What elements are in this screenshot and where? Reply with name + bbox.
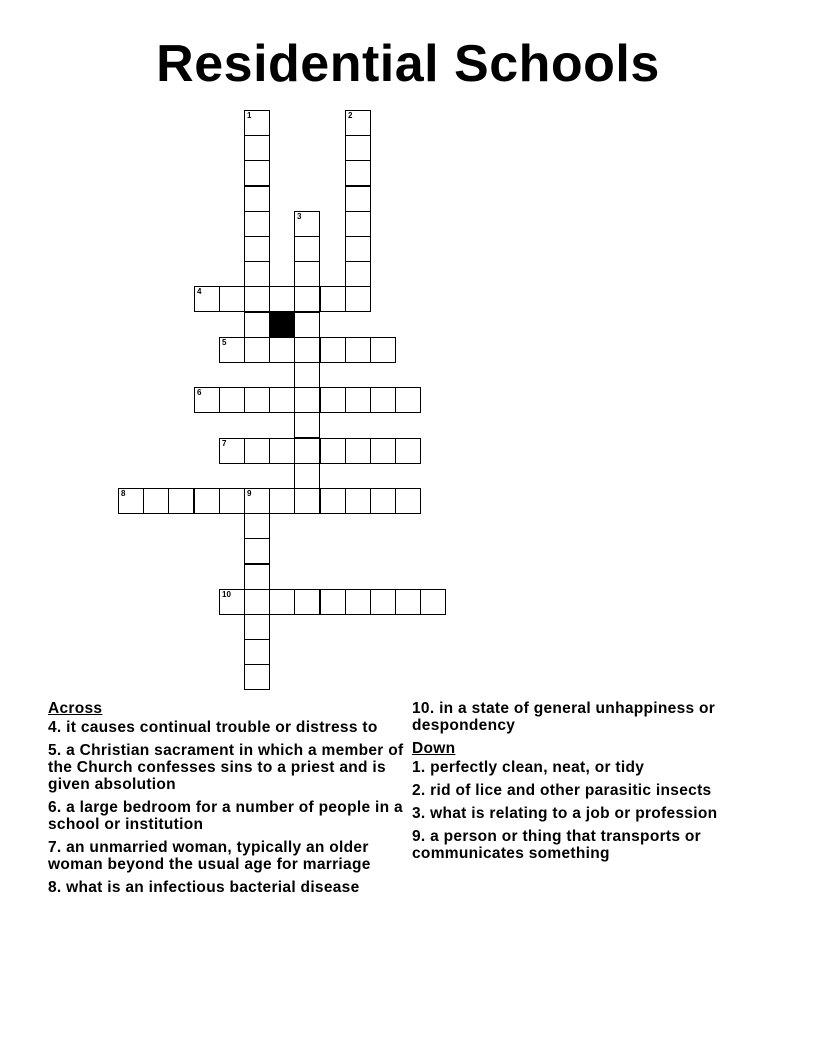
grid-cell[interactable]: [244, 337, 270, 363]
grid-cell[interactable]: [294, 211, 320, 237]
grid-cell[interactable]: [345, 110, 371, 136]
grid-cell[interactable]: [294, 286, 320, 312]
cell-number: 5: [222, 338, 227, 347]
grid-cell[interactable]: [345, 387, 371, 413]
clue-number: 7.: [48, 839, 62, 856]
grid-cell[interactable]: [194, 488, 220, 514]
cell-number: 6: [197, 388, 202, 397]
clue-text: rid of lice and other parasitic insects: [430, 782, 712, 799]
grid-cell[interactable]: [244, 664, 270, 690]
grid-cell[interactable]: [345, 438, 371, 464]
cell-number: 3: [297, 212, 302, 221]
clue-text: what is an infectious bacterial disease: [66, 879, 360, 896]
grid-cell[interactable]: [294, 463, 320, 489]
clue-across-8: [48, 879, 413, 896]
clues-column-right: [412, 700, 782, 868]
clue-number: 8.: [48, 879, 62, 896]
clue-text: an unmarried woman, typically an older woman beyond the usual age for marriage: [48, 839, 371, 873]
black-square: [269, 312, 295, 338]
clue-number: 2.: [412, 782, 426, 799]
clue-text: it causes continual trouble or distress to: [66, 719, 378, 736]
clue-number: 5.: [48, 742, 62, 759]
grid-cell[interactable]: [345, 488, 371, 514]
clue-number: 3.: [412, 805, 426, 822]
grid-cell[interactable]: [219, 337, 245, 363]
cell-number: 9: [247, 489, 252, 498]
clue-number: 1.: [412, 759, 426, 776]
clue-text: a large bedroom for a number of people in a school or institution: [48, 799, 403, 833]
grid-cell[interactable]: [219, 387, 245, 413]
grid-cell[interactable]: [244, 160, 270, 186]
clue-number: 4.: [48, 719, 62, 736]
grid-cell[interactable]: [244, 387, 270, 413]
grid-cell[interactable]: [219, 589, 245, 615]
clue-text: a person or thing that transports or communicates something: [412, 828, 702, 862]
grid-cell[interactable]: [143, 488, 169, 514]
grid-cell[interactable]: [370, 438, 396, 464]
clue-text: what is relating to a job or profession: [430, 805, 718, 822]
grid-cell[interactable]: [294, 488, 320, 514]
grid-cell[interactable]: [168, 488, 194, 514]
clues-column-left: [48, 700, 413, 902]
grid-cell[interactable]: [345, 589, 371, 615]
grid-cell[interactable]: [395, 387, 421, 413]
grid-cell[interactable]: [345, 261, 371, 287]
clue-down-2: [412, 782, 782, 799]
clue-down-1: [412, 759, 782, 776]
grid-cell[interactable]: [269, 286, 295, 312]
clue-number: 9.: [412, 828, 426, 845]
clue-number: 6.: [48, 799, 62, 816]
grid-cell[interactable]: [118, 488, 144, 514]
clue-text: a Christian sacrament in which a member of the Church confesses sins to a priest and is given absolution: [48, 742, 404, 793]
cell-number: 1: [247, 111, 252, 120]
grid-cell[interactable]: [219, 286, 245, 312]
grid-cell[interactable]: [244, 513, 270, 539]
grid-cell[interactable]: [244, 564, 270, 590]
cell-number: 8: [121, 489, 126, 498]
grid-cell[interactable]: [244, 538, 270, 564]
grid-cell[interactable]: [244, 186, 270, 212]
clue-down-3: [412, 805, 782, 822]
grid-cell[interactable]: [345, 211, 371, 237]
clue-across-4: [48, 719, 413, 736]
clue-number: 10.: [412, 700, 435, 717]
grid-cell[interactable]: [269, 488, 295, 514]
grid-cell[interactable]: [294, 261, 320, 287]
grid-cell[interactable]: [395, 438, 421, 464]
grid-cell[interactable]: [320, 286, 346, 312]
grid-cell[interactable]: [244, 438, 270, 464]
grid-cell[interactable]: [294, 387, 320, 413]
grid-cell[interactable]: [244, 211, 270, 237]
grid-cell[interactable]: [345, 135, 371, 161]
grid-cell[interactable]: [320, 589, 346, 615]
grid-cell[interactable]: [244, 135, 270, 161]
page-title: Residential Schools: [156, 35, 660, 93]
grid-cell[interactable]: [370, 337, 396, 363]
grid-cell[interactable]: [370, 387, 396, 413]
down-heading: Down: [412, 740, 456, 757]
grid-cell[interactable]: [194, 387, 220, 413]
grid-cell[interactable]: [395, 488, 421, 514]
grid-cell[interactable]: [244, 488, 270, 514]
grid-cell[interactable]: [320, 438, 346, 464]
grid-cell[interactable]: [294, 589, 320, 615]
grid-cell[interactable]: [420, 589, 446, 615]
grid-cell[interactable]: [294, 236, 320, 262]
clue-across-10: [412, 700, 782, 734]
grid-cell[interactable]: [294, 312, 320, 338]
cell-number: 2: [348, 111, 353, 120]
cell-number: 10: [222, 590, 231, 599]
grid-cell[interactable]: [294, 362, 320, 388]
grid-cell[interactable]: [345, 337, 371, 363]
grid-cell[interactable]: [194, 286, 220, 312]
across-heading: Across: [48, 700, 103, 717]
grid-cell[interactable]: [219, 438, 245, 464]
grid-cell[interactable]: [244, 589, 270, 615]
cell-number: 7: [222, 439, 227, 448]
grid-cell[interactable]: [244, 286, 270, 312]
grid-cell[interactable]: [294, 337, 320, 363]
grid-cell[interactable]: [244, 312, 270, 338]
grid-cell[interactable]: [345, 236, 371, 262]
clue-across-7: [48, 839, 413, 873]
grid-cell[interactable]: [395, 589, 421, 615]
clue-across-5: [48, 742, 413, 793]
clue-down-9: [412, 828, 782, 862]
grid-cell[interactable]: [244, 261, 270, 287]
clue-across-6: [48, 799, 413, 833]
grid-cell[interactable]: [370, 488, 396, 514]
grid-cell[interactable]: [244, 110, 270, 136]
cell-number: 4: [197, 287, 202, 296]
grid-cell[interactable]: [244, 639, 270, 665]
grid-cell[interactable]: [269, 438, 295, 464]
clue-text: perfectly clean, neat, or tidy: [430, 759, 645, 776]
grid-cell[interactable]: [244, 236, 270, 262]
grid-cell[interactable]: [345, 160, 371, 186]
grid-cell[interactable]: [269, 589, 295, 615]
clue-text: in a state of general unhappiness or despondency: [412, 700, 716, 734]
grid-cell[interactable]: [320, 488, 346, 514]
grid-cell[interactable]: [219, 488, 245, 514]
grid-cell[interactable]: [269, 337, 295, 363]
grid-cell[interactable]: [320, 337, 346, 363]
grid-cell[interactable]: [345, 186, 371, 212]
grid-cell[interactable]: [269, 387, 295, 413]
grid-cell[interactable]: [294, 412, 320, 438]
grid-cell[interactable]: [244, 614, 270, 640]
grid-cell[interactable]: [345, 286, 371, 312]
grid-cell[interactable]: [294, 438, 320, 464]
grid-cell[interactable]: [370, 589, 396, 615]
grid-cell[interactable]: [320, 387, 346, 413]
